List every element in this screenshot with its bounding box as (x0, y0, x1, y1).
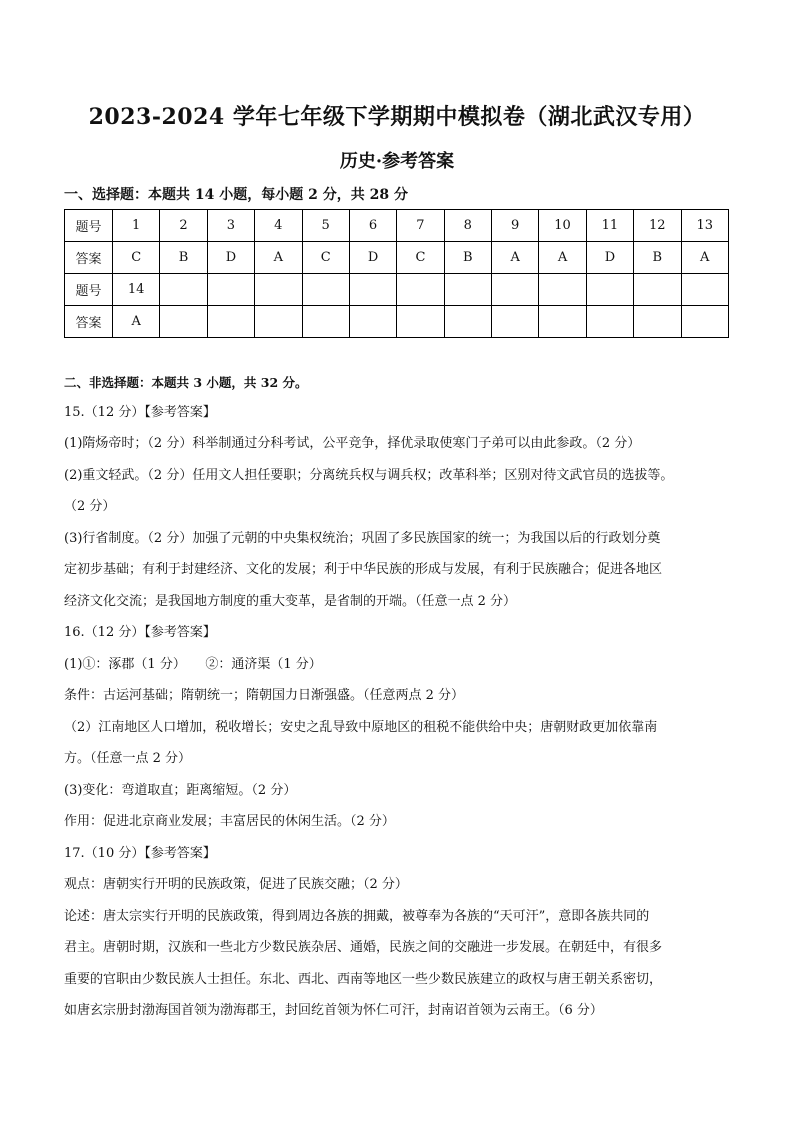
answer-line: 论述：唐太宗实行开明的民族政策，得到周边各族的拥戴，被尊奉为各族的“天可汗”，意即各族共同的 (64, 909, 650, 924)
empty-cell (492, 274, 539, 306)
page-subtitle: 历史·参考答案 (339, 151, 455, 172)
empty-cell (444, 274, 491, 306)
answer-line: 条件：古运河基础；隋朝统一；隋朝国力日渐强盛。（任意两点 2 分） (64, 688, 465, 703)
question-number: 3 (207, 210, 254, 242)
empty-cell (681, 274, 729, 306)
empty-cell (634, 274, 681, 306)
answer-cell: A (492, 242, 539, 274)
empty-cell (302, 274, 349, 306)
question-16-header: 16.（12 分）【参考答案】 (64, 625, 216, 640)
question-15-header: 15.（12 分）【参考答案】 (64, 405, 216, 420)
answer-cell: B (444, 242, 491, 274)
empty-cell (160, 306, 207, 338)
row-label: 题号 (65, 210, 113, 242)
empty-cell (586, 274, 633, 306)
answer-line: (1)①：涿郡（1 分） ②：通济渠（1 分） (64, 657, 322, 672)
question-number: 1 (113, 210, 160, 242)
empty-cell (681, 306, 729, 338)
answer-line: 经济文化交流；是我国地方制度的重大变革，是省制的开端。（任意一点 2 分） (64, 594, 517, 609)
answer-table (64, 209, 729, 338)
empty-cell (302, 306, 349, 338)
table-row (65, 274, 729, 306)
empty-cell (586, 306, 633, 338)
answer-cell: A (539, 242, 586, 274)
answer-line: (3)变化：弯道取直；距离缩短。（2 分） (64, 783, 297, 798)
answer-line: 观点：唐朝实行开明的民族政策，促进了民族交融；（2 分） (64, 877, 408, 892)
question-number: 6 (349, 210, 396, 242)
empty-cell (539, 274, 586, 306)
empty-cell (255, 274, 302, 306)
answer-line: (1)隋炀帝时；（2 分）科举制通过分科考试，公平竞争，择优录取使寒门子弟可以由此参政。（2 分） (64, 436, 641, 451)
question-number: 4 (255, 210, 302, 242)
empty-cell (444, 306, 491, 338)
question-number: 10 (539, 210, 586, 242)
table-row (65, 210, 729, 242)
answer-cell: A (255, 242, 302, 274)
question-number: 14 (113, 274, 160, 306)
row-label: 答案 (65, 306, 113, 338)
answer-cell: C (113, 242, 160, 274)
section-two-heading: 二、非选择题：本题共 3 小题，共 32 分。 (64, 375, 308, 390)
question-number: 8 (444, 210, 491, 242)
page-title: 2023-2024 学年七年级下学期期中模拟卷（湖北武汉专用） (88, 104, 706, 130)
question-number: 7 (397, 210, 444, 242)
question-number: 11 (586, 210, 633, 242)
answer-line: 重要的官职由少数民族人士担任。东北、西北、西南等地区一些少数民族建立的政权与唐王朝关系密切， (64, 972, 663, 987)
answer-line: 作用：促进北京商业发展；丰富居民的休闲生活。（2 分） (64, 814, 395, 829)
empty-cell (160, 274, 207, 306)
empty-cell (349, 274, 396, 306)
table-row (65, 306, 729, 338)
answer-cell: B (634, 242, 681, 274)
answer-line: 君主。唐朝时期，汉族和一些北方少数民族杂居、通婚，民族之间的交融进一步发展。在朝廷中，有很多 (64, 940, 663, 955)
question-number: 2 (160, 210, 207, 242)
answer-line: (2)重文轻武。（2 分）任用文人担任要职；分离统兵权与调兵权；改革科举；区别对待文武官员的选拔等。 (64, 468, 674, 483)
empty-cell (492, 306, 539, 338)
table-row (65, 242, 729, 274)
answer-cell: D (207, 242, 254, 274)
question-number: 12 (634, 210, 681, 242)
answer-cell: A (113, 306, 160, 338)
empty-cell (349, 306, 396, 338)
answer-cell: C (302, 242, 349, 274)
empty-cell (207, 306, 254, 338)
answer-line: （2）江南地区人口增加，税收增长；安史之乱导致中原地区的租税不能供给中央；唐朝财政更加依靠南 (64, 720, 658, 735)
empty-cell (397, 306, 444, 338)
row-label: 题号 (65, 274, 113, 306)
section-one-heading: 一、选择题：本题共 14 小题，每小题 2 分，共 28 分 (64, 187, 408, 203)
question-number: 13 (681, 210, 729, 242)
empty-cell (539, 306, 586, 338)
answer-line: (3)行省制度。（2 分）加强了元朝的中央集权统治；巩固了多民族国家的统一；为我国以后的行政划分奠 (64, 531, 661, 546)
question-number: 9 (492, 210, 539, 242)
answer-line: （2 分） (64, 499, 116, 514)
empty-cell (207, 274, 254, 306)
answer-cell: B (160, 242, 207, 274)
empty-cell (634, 306, 681, 338)
question-number: 5 (302, 210, 349, 242)
row-label: 答案 (65, 242, 113, 274)
answer-line: 定初步基础；有利于封建经济、文化的发展；利于中华民族的形成与发展，有利于民族融合；促进各地区 (64, 562, 663, 577)
question-17-header: 17.（10 分）【参考答案】 (64, 846, 216, 861)
empty-cell (397, 274, 444, 306)
answer-cell: C (397, 242, 444, 274)
answer-cell: D (349, 242, 396, 274)
answer-line: 如唐玄宗册封渤海国首领为渤海郡王，封回纥首领为怀仁可汗，封南诏首领为云南王。（6 分） (64, 1003, 603, 1018)
answer-cell: A (681, 242, 729, 274)
empty-cell (255, 306, 302, 338)
answer-cell: D (586, 242, 633, 274)
answer-line: 方。（任意一点 2 分） (64, 751, 192, 766)
